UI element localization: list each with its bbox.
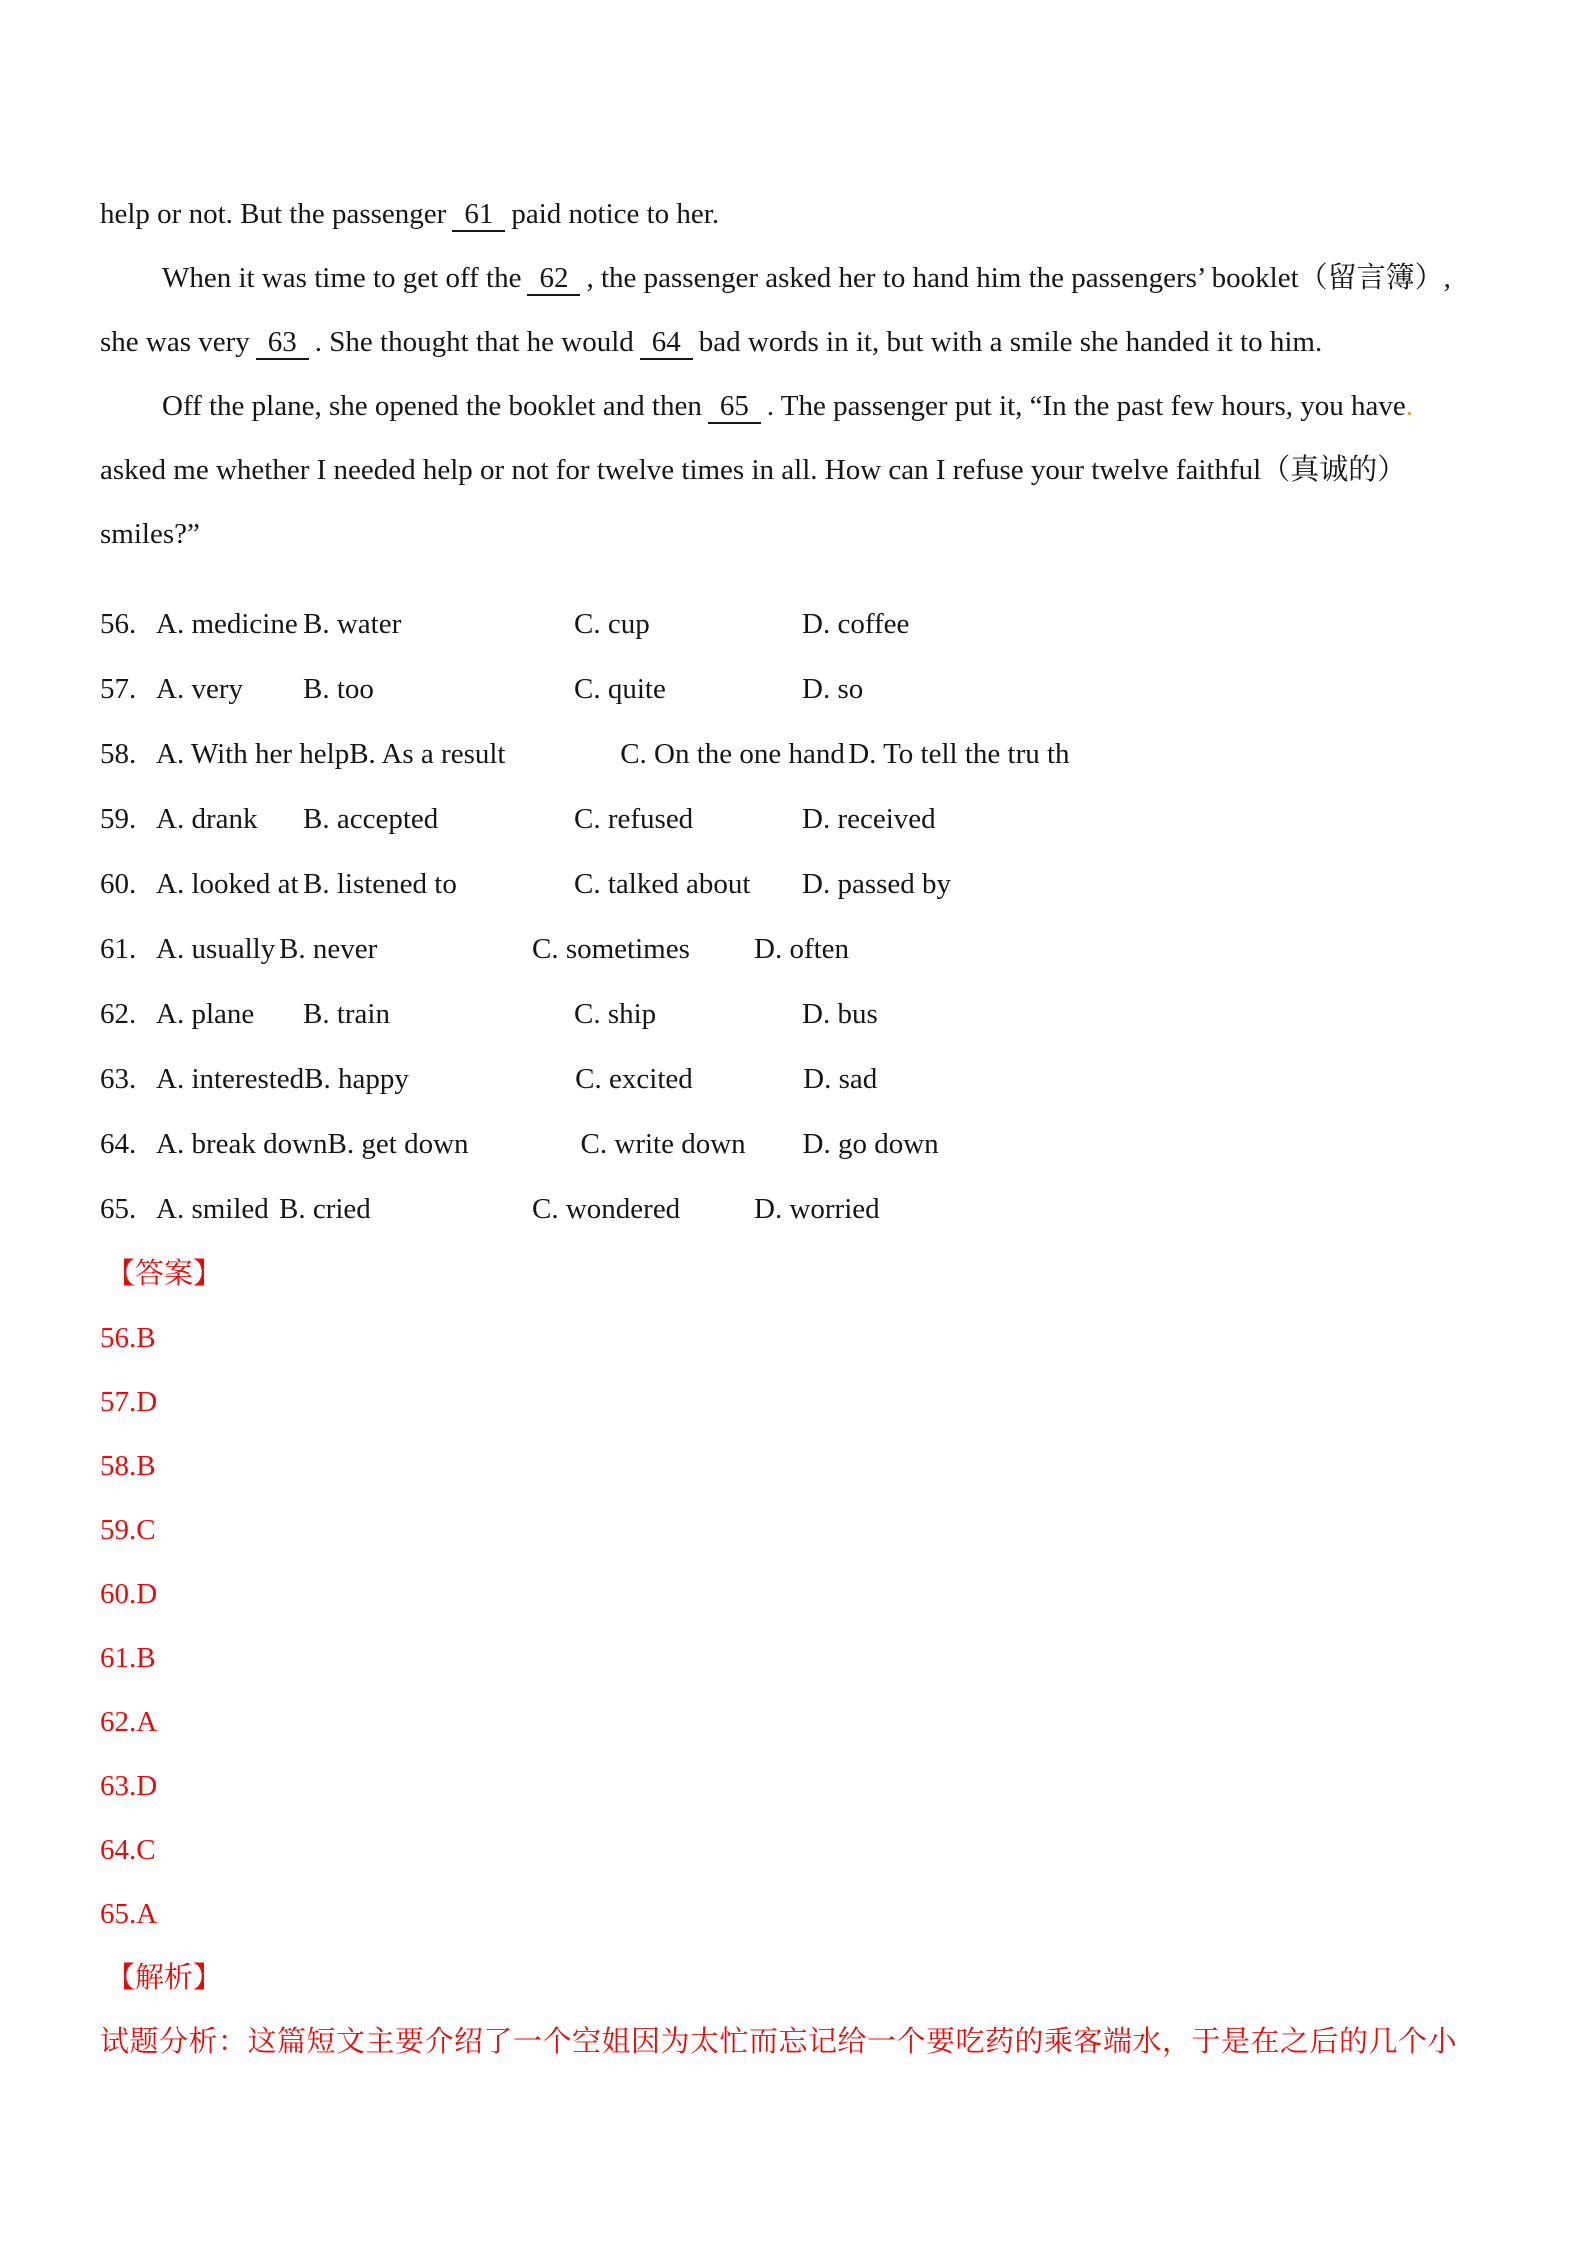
passage-text: help or not. But the passenger xyxy=(100,198,447,230)
question-row-61 xyxy=(100,917,1547,982)
answer-section xyxy=(100,1242,1547,2074)
question-number: 60. xyxy=(100,868,137,900)
question-number: 65. xyxy=(100,1193,137,1225)
option-b: B. happy xyxy=(304,1063,409,1095)
option-c: C. ship xyxy=(574,998,657,1030)
answer-item-60: 60.D xyxy=(100,1578,158,1610)
option-cell xyxy=(100,657,303,722)
answer-item-59: 59.C xyxy=(100,1514,156,1546)
question-row-65 xyxy=(100,1177,1547,1242)
answer-item-63: 63.D xyxy=(100,1770,158,1802)
option-d: D. To tell the tru th xyxy=(848,738,1070,770)
option-d: D. often xyxy=(754,933,850,965)
answer-item-65: 65.A xyxy=(100,1898,158,1930)
option-b: B. As a result xyxy=(349,738,506,770)
option-a: A. usually xyxy=(156,933,276,965)
option-cell xyxy=(100,1047,304,1112)
option-cell xyxy=(100,592,303,657)
option-c: C. cup xyxy=(574,608,650,640)
question-number: 61. xyxy=(100,933,137,965)
option-c: C. write down xyxy=(580,1128,746,1160)
option-a: A. interested xyxy=(156,1063,305,1095)
option-cell xyxy=(100,917,279,982)
option-d: D. passed by xyxy=(802,868,952,900)
question-number: 58. xyxy=(100,738,137,770)
question-number: 57. xyxy=(100,673,137,705)
analysis-text: 试题分析：这篇短文主要介绍了一个空姐因为太忙而忘记给一个要吃药的乘客端水，于是在之后的几个小 xyxy=(100,2026,1458,2058)
passage-text: she was very xyxy=(100,326,250,358)
answer-item-58: 58.B xyxy=(100,1450,156,1482)
option-d: D. coffee xyxy=(802,608,910,640)
passage-text: Off the plane, she opened the booklet and then xyxy=(162,390,702,422)
cloze-blank-63: 63 xyxy=(256,326,309,360)
question-row-57 xyxy=(100,657,1547,722)
option-b: B. train xyxy=(303,998,390,1030)
passage-line-3 xyxy=(100,310,1547,374)
option-a: A. plane xyxy=(156,998,255,1030)
option-cell xyxy=(100,852,303,917)
option-c: C. quite xyxy=(574,673,666,705)
option-c: C. refused xyxy=(574,803,694,835)
passage-line-2 xyxy=(100,246,1547,310)
option-a: A. smiled xyxy=(156,1193,269,1225)
option-b: B. water xyxy=(303,608,402,640)
option-a: A. With her help xyxy=(156,738,350,770)
answer-item-56: 56.B xyxy=(100,1322,156,1354)
option-a: A. break down xyxy=(156,1128,328,1160)
question-number: 63. xyxy=(100,1063,137,1095)
answer-header: 【答案】 xyxy=(106,1258,223,1290)
passage-text: . The passenger put it, “In the past few hours, you have xyxy=(766,390,1406,422)
question-row-63 xyxy=(100,1047,1547,1112)
option-d: D. received xyxy=(802,803,936,835)
question-row-60 xyxy=(100,852,1547,917)
question-number: 62. xyxy=(100,998,137,1030)
answer-item-62: 62.A xyxy=(100,1706,158,1738)
question-row-56 xyxy=(100,592,1547,657)
answer-item-57: 57.D xyxy=(100,1386,158,1418)
passage-line-5: asked me whether I needed help or not for twelve times in all. How can I refuse your twelve faithful（真诚的） xyxy=(100,454,1407,486)
option-d: D. worried xyxy=(754,1193,880,1225)
option-c: C. On the one hand xyxy=(620,738,845,770)
passage-line-6: smiles?” xyxy=(100,518,200,550)
cloze-blank-62: 62 xyxy=(527,262,580,296)
passage-text: bad words in it, but with a smile she handed it to him. xyxy=(698,326,1323,358)
option-d: D. go down xyxy=(802,1128,939,1160)
option-a: A. very xyxy=(156,673,243,705)
cloze-blank-61: 61 xyxy=(452,198,505,232)
passage-text: . She thought that he would xyxy=(314,326,634,358)
option-b: B. listened to xyxy=(303,868,457,900)
option-d: D. so xyxy=(802,673,864,705)
option-d: D. sad xyxy=(803,1063,878,1095)
passage-line-1 xyxy=(100,182,1547,246)
passage-text: When it was time to get off the xyxy=(162,262,522,294)
option-a: A. looked at xyxy=(156,868,299,900)
question-number: 56. xyxy=(100,608,137,640)
cloze-passage xyxy=(100,182,1547,566)
answer-item-64: 64.C xyxy=(100,1834,156,1866)
question-list xyxy=(100,592,1547,1242)
question-row-59 xyxy=(100,787,1547,852)
question-row-64 xyxy=(100,1112,1547,1177)
option-b: B. get down xyxy=(327,1128,469,1160)
option-b: B. accepted xyxy=(303,803,439,835)
option-a: A. drank xyxy=(156,803,258,835)
option-cell xyxy=(100,1177,279,1242)
question-row-62 xyxy=(100,982,1547,1047)
option-cell xyxy=(100,1112,328,1177)
option-cell xyxy=(100,722,349,787)
option-cell xyxy=(100,787,303,852)
option-a: A. medicine xyxy=(156,608,298,640)
option-cell xyxy=(100,982,303,1047)
option-c: C. talked about xyxy=(574,868,751,900)
passage-text: , the passenger asked her to hand him the passengers’ booklet（留言簿）, xyxy=(586,262,1451,294)
answer-item-61: 61.B xyxy=(100,1642,156,1674)
option-b: B. never xyxy=(279,933,378,965)
passage-text: paid notice to her. xyxy=(511,198,720,230)
option-b: B. cried xyxy=(279,1193,371,1225)
orange-period: . xyxy=(1405,390,1413,422)
analysis-header: 【解析】 xyxy=(106,1962,223,1994)
question-row-58 xyxy=(100,722,1547,787)
question-number: 59. xyxy=(100,803,137,835)
cloze-blank-64: 64 xyxy=(640,326,693,360)
question-number: 64. xyxy=(100,1128,137,1160)
option-d: D. bus xyxy=(802,998,878,1030)
option-c: C. sometimes xyxy=(532,933,690,965)
option-c: C. wondered xyxy=(532,1193,681,1225)
passage-line-4 xyxy=(100,374,1547,438)
cloze-blank-65: 65 xyxy=(708,390,761,424)
option-b: B. too xyxy=(303,673,374,705)
option-c: C. excited xyxy=(575,1063,693,1095)
